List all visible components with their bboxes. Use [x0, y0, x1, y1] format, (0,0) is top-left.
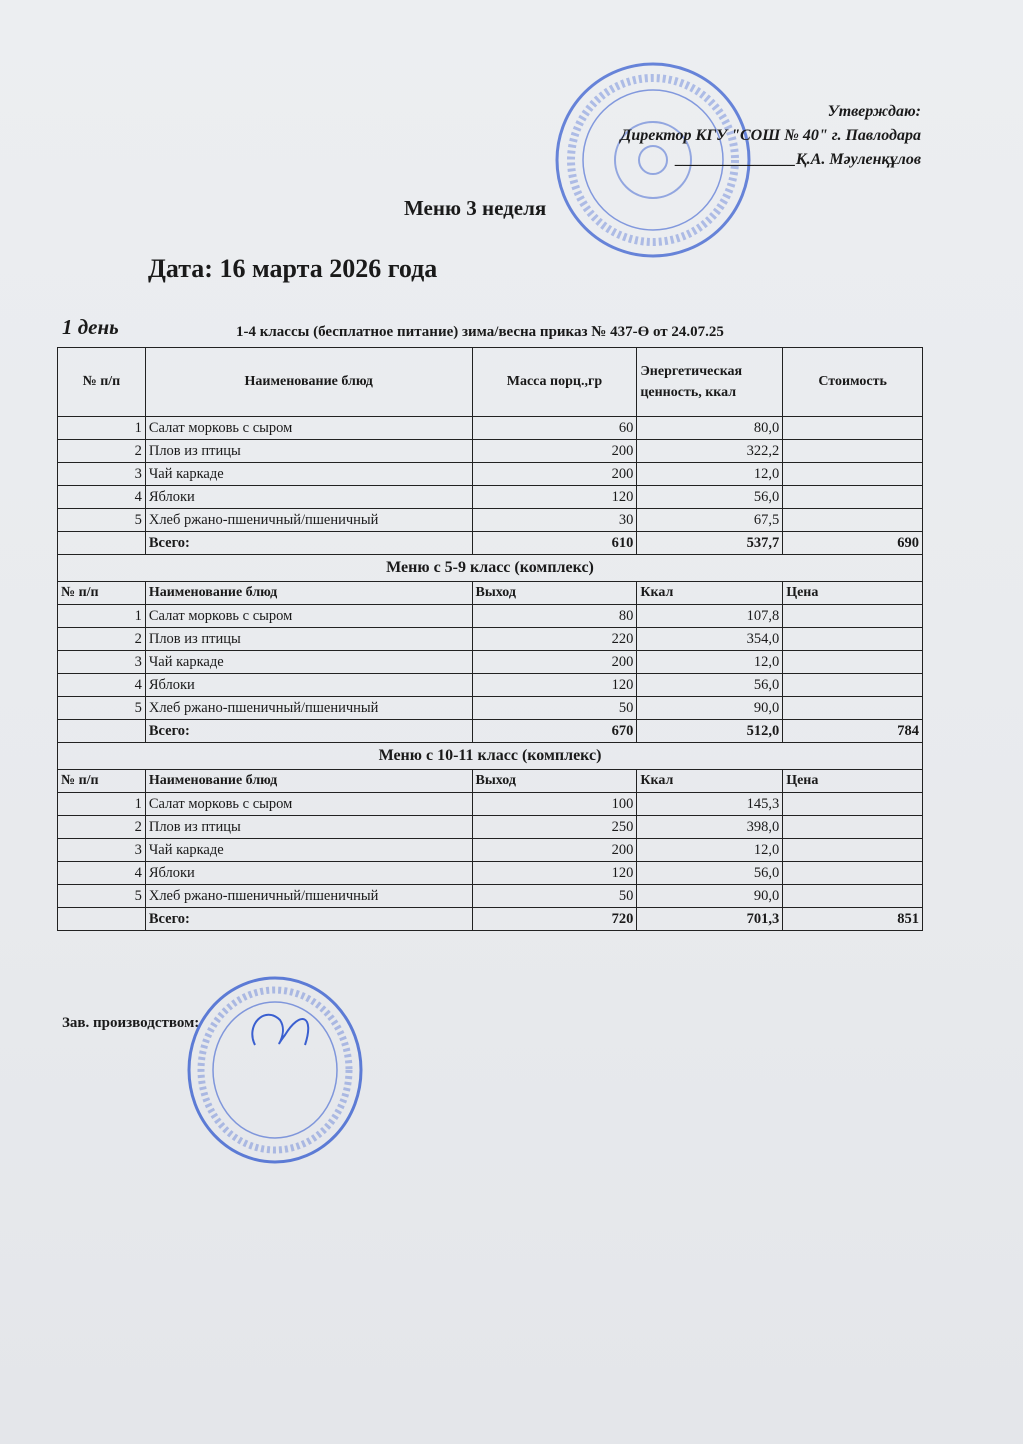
table-row: [58, 651, 923, 674]
cell: Хлеб ржано-пшеничный/пшеничный: [145, 697, 472, 720]
cell: 200: [472, 839, 637, 862]
cell: Салат морковь с сыром: [145, 417, 472, 440]
cell: [783, 839, 923, 862]
cell: 67,5: [637, 509, 783, 532]
section-title: Меню с 5-9 класс (комплекс): [58, 555, 923, 582]
cell: 2: [58, 440, 146, 463]
cell: 200: [472, 440, 637, 463]
cell: Ккал: [637, 582, 783, 605]
cell: Масса порц.,гр: [472, 348, 637, 417]
cell: [783, 816, 923, 839]
table-row: [58, 793, 923, 816]
cell: № п/п: [58, 348, 146, 417]
table-row: [58, 839, 923, 862]
cell: 56,0: [637, 862, 783, 885]
cell: 120: [472, 486, 637, 509]
table-row: [58, 417, 923, 440]
cell: 701,3: [637, 908, 783, 931]
cell: Всего:: [145, 908, 472, 931]
cell: 2: [58, 816, 146, 839]
cell: 90,0: [637, 697, 783, 720]
total-row: [58, 908, 923, 931]
cell: 56,0: [637, 674, 783, 697]
cell: 250: [472, 816, 637, 839]
cell: Чай каркаде: [145, 463, 472, 486]
cell: Наименование блюд: [145, 348, 472, 417]
table-row: [58, 674, 923, 697]
cell: [783, 697, 923, 720]
header-row: [58, 348, 923, 417]
cell: [783, 862, 923, 885]
cell: 1: [58, 793, 146, 816]
cell: Энергетическая ценность, ккал: [637, 348, 783, 417]
cell: [58, 720, 146, 743]
cell: 3: [58, 839, 146, 862]
table-row: [58, 605, 923, 628]
cell: 80,0: [637, 417, 783, 440]
cell: Плов из птицы: [145, 440, 472, 463]
cell: 120: [472, 862, 637, 885]
cell: Чай каркаде: [145, 839, 472, 862]
day-label: 1 день: [62, 315, 119, 339]
cell: 690: [783, 532, 923, 555]
cell: 120: [472, 674, 637, 697]
approval-signature-line: _______________Қ.А. Мәуленқұлов: [675, 151, 921, 168]
cell: 512,0: [637, 720, 783, 743]
cell: [783, 651, 923, 674]
cell: 851: [783, 908, 923, 931]
production-manager-label: Зав. производством:: [62, 1015, 200, 1031]
cell: 145,3: [637, 793, 783, 816]
cell: Всего:: [145, 532, 472, 555]
cell: Ккал: [637, 770, 783, 793]
cell: [783, 486, 923, 509]
header-row: [58, 582, 923, 605]
cell: Чай каркаде: [145, 651, 472, 674]
total-row: [58, 532, 923, 555]
section-title-row: [58, 743, 923, 770]
cell: Салат морковь с сыром: [145, 605, 472, 628]
cell: Плов из птицы: [145, 816, 472, 839]
cell: 398,0: [637, 816, 783, 839]
cell: 4: [58, 486, 146, 509]
cell: 12,0: [637, 839, 783, 862]
cell: № п/п: [58, 582, 146, 605]
cell: Плов из птицы: [145, 628, 472, 651]
cell: 610: [472, 532, 637, 555]
cell: [783, 440, 923, 463]
section-title-row: [58, 555, 923, 582]
cell: [783, 674, 923, 697]
table-row: [58, 885, 923, 908]
table-row: [58, 440, 923, 463]
cell: Салат морковь с сыром: [145, 793, 472, 816]
cell: № п/п: [58, 770, 146, 793]
approval-label: Утверждаю:: [827, 103, 921, 120]
subtitle: 1-4 классы (бесплатное питание) зима/весна приказ № 437-Ө от 24.07.25: [236, 324, 724, 340]
menu-date: Дата: 16 марта 2026 года: [148, 254, 438, 283]
cell: 784: [783, 720, 923, 743]
table-row: [58, 628, 923, 651]
cell: Выход: [472, 582, 637, 605]
cell: Наименование блюд: [145, 582, 472, 605]
table-row: [58, 463, 923, 486]
cell: 50: [472, 697, 637, 720]
cell: 30: [472, 509, 637, 532]
cell: Цена: [783, 770, 923, 793]
cell: 720: [472, 908, 637, 931]
cell: Всего:: [145, 720, 472, 743]
table-row: [58, 509, 923, 532]
table-row: [58, 816, 923, 839]
cell: 3: [58, 463, 146, 486]
cell: Выход: [472, 770, 637, 793]
cell: Яблоки: [145, 486, 472, 509]
cell: [58, 908, 146, 931]
table-row: [58, 486, 923, 509]
cell: Наименование блюд: [145, 770, 472, 793]
cell: 60: [472, 417, 637, 440]
kitchen-seal-icon: [185, 975, 365, 1165]
cell: 354,0: [637, 628, 783, 651]
cell: Хлеб ржано-пшеничный/пшеничный: [145, 509, 472, 532]
cell: 200: [472, 651, 637, 674]
page-title: Меню 3 неделя: [404, 196, 547, 220]
cell: Цена: [783, 582, 923, 605]
table-row: [58, 862, 923, 885]
cell: Стоимость: [783, 348, 923, 417]
cell: 5: [58, 885, 146, 908]
cell: 537,7: [637, 532, 783, 555]
cell: 5: [58, 697, 146, 720]
cell: 80: [472, 605, 637, 628]
cell: 100: [472, 793, 637, 816]
cell: 90,0: [637, 885, 783, 908]
approval-director: Директор КГУ "СОШ № 40" г. Павлодара: [620, 127, 921, 144]
cell: 1: [58, 417, 146, 440]
cell: [783, 793, 923, 816]
section-title: Меню с 10-11 класс (комплекс): [58, 743, 923, 770]
cell: 12,0: [637, 651, 783, 674]
cell: 107,8: [637, 605, 783, 628]
table-row: [58, 697, 923, 720]
cell: 12,0: [637, 463, 783, 486]
cell: 220: [472, 628, 637, 651]
cell: [58, 532, 146, 555]
cell: 2: [58, 628, 146, 651]
cell: 5: [58, 509, 146, 532]
cell: 4: [58, 862, 146, 885]
total-row: [58, 720, 923, 743]
cell: 56,0: [637, 486, 783, 509]
cell: [783, 605, 923, 628]
cell: 200: [472, 463, 637, 486]
cell: Яблоки: [145, 862, 472, 885]
cell: 3: [58, 651, 146, 674]
cell: [783, 509, 923, 532]
cell: Яблоки: [145, 674, 472, 697]
cell: 4: [58, 674, 146, 697]
cell: 50: [472, 885, 637, 908]
cell: [783, 417, 923, 440]
cell: Хлеб ржано-пшеничный/пшеничный: [145, 885, 472, 908]
cell: 322,2: [637, 440, 783, 463]
cell: [783, 628, 923, 651]
cell: 1: [58, 605, 146, 628]
cell: 670: [472, 720, 637, 743]
cell: [783, 885, 923, 908]
menu-table: [57, 347, 923, 931]
cell: [783, 463, 923, 486]
header-row: [58, 770, 923, 793]
